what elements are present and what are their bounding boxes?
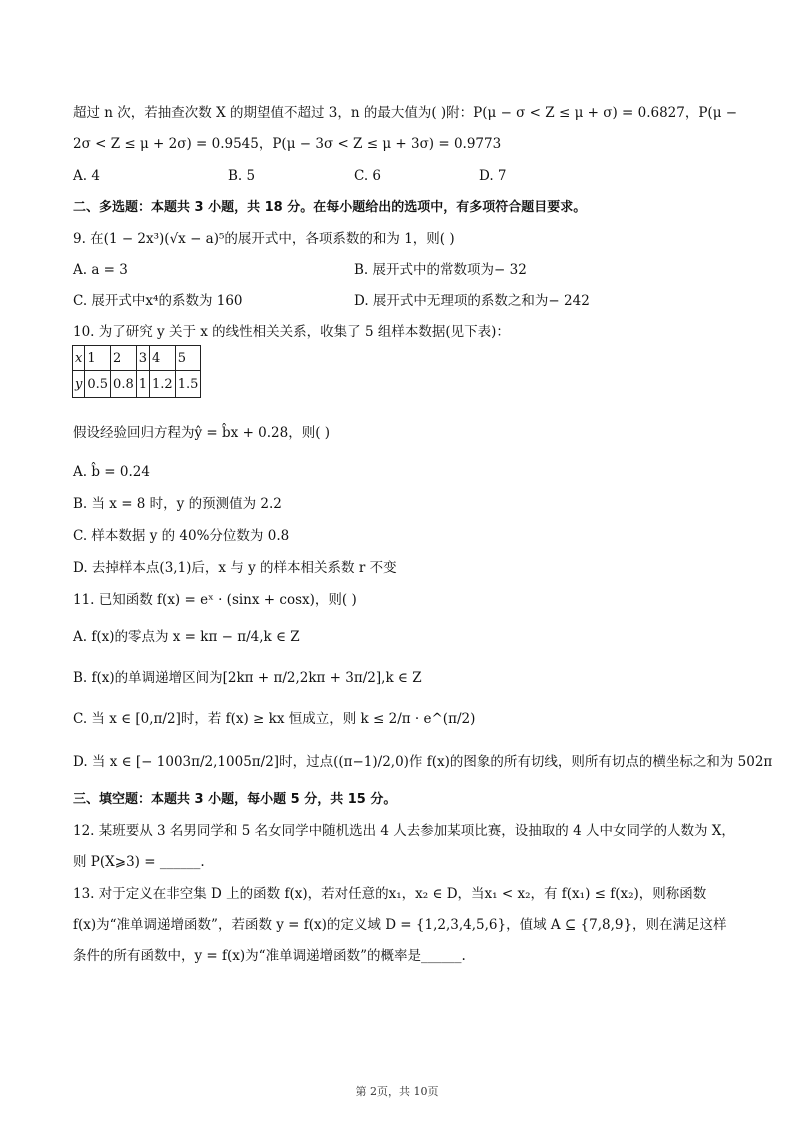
- q9-option-a: A. a = 3: [73, 262, 128, 278]
- q12-line-2: 则 P(X⩾3) = ______.: [73, 854, 205, 870]
- q8-line-2: 2σ < Z ≤ μ + 2σ) = 0.9545，P(μ − 3σ < Z ≤ μ + 3σ) = 0.9773: [73, 136, 502, 152]
- table-cell: 5: [175, 346, 201, 371]
- table-cell: x: [73, 346, 85, 371]
- q10-option-b: B. 当 x = 8 时，y 的预测值为 2.2: [73, 496, 282, 512]
- q9-option-c: C. 展开式中x⁴的系数为 160: [73, 293, 243, 309]
- q10-option-d: D. 去掉样本点(3,1)后，x 与 y 的样本相关系数 r 不变: [73, 560, 397, 576]
- q9-option-d: D. 展开式中无理项的系数之和为− 242: [354, 293, 590, 309]
- table-cell: 4: [150, 346, 176, 371]
- table-cell: 0.8: [111, 371, 137, 398]
- q9-option-b: B. 展开式中的常数项为− 32: [354, 262, 527, 278]
- q11-option-a: A. f(x)的零点为 x = kπ − π/4,k ∈ Z: [73, 629, 300, 645]
- q13-line-3: 条件的所有函数中，y = f(x)为“准单调递增函数”的概率是______.: [73, 948, 466, 964]
- q10-stem: 10. 为了研究 y 关于 x 的线性相关关系，收集了 5 组样本数据(见下表)：: [73, 324, 510, 340]
- q13-line-1: 13. 对于定义在非空集 D 上的函数 f(x)，若对任意的x₁，x₂ ∈ D，当x₁ < x₂，有 f(x₁) ≤ f(x₂)，则称函数: [73, 886, 707, 902]
- section-2-heading: 二、多选题：本题共 3 小题，共 18 分。在每小题给出的选项中，有多项符合题目要求。: [73, 200, 587, 215]
- q10-option-c: C. 样本数据 y 的 40%分位数为 0.8: [73, 528, 290, 544]
- table-cell: 2: [111, 346, 137, 371]
- q8-option-c: C. 6: [354, 168, 382, 184]
- q11-stem: 11. 已知函数 f(x) = eˣ · (sinx + cosx)，则( ): [73, 592, 357, 608]
- q11-option-b: B. f(x)的单调递增区间为[2kπ + π/2,2kπ + 3π/2],k ∈ Z: [73, 670, 422, 686]
- table-cell: 1: [136, 371, 149, 398]
- q9-stem: 9. 在(1 − 2x³)(√x − a)⁵的展开式中，各项系数的和为 1，则( ): [73, 231, 455, 247]
- table-cell: 1.5: [175, 371, 201, 398]
- table-cell: 1.2: [150, 371, 176, 398]
- table-row: [73, 371, 201, 398]
- table-cell: 0.5: [85, 371, 111, 398]
- q12-line-1: 12. 某班要从 3 名男同学和 5 名女同学中随机选出 4 人去参加某项比赛，设抽取的 4 人中女同学的人数为 X，: [73, 823, 735, 839]
- q13-line-2: f(x)为“准单调递增函数”，若函数 y = f(x)的定义域 D = {1,2,3,4,5,6}，值域 A ⊆ {7,8,9}，则在满足这样: [73, 917, 727, 933]
- q11-option-c: C. 当 x ∈ [0,π/2]时，若 f(x) ≥ kx 恒成立，则 k ≤ 2/π · e^(π/2): [73, 711, 476, 727]
- q10-data-table: [72, 345, 201, 398]
- q8-option-d: D. 7: [479, 168, 507, 184]
- section-3-heading: 三、填空题：本题共 3 小题，每小题 5 分，共 15 分。: [73, 792, 397, 807]
- table-cell: 1: [85, 346, 111, 371]
- q10-continuation: 假设经验回归方程为ŷ = b̂x + 0.28，则( ): [73, 425, 331, 441]
- q8-line-1: 超过 n 次，若抽查次数 X 的期望值不超过 3，n 的最大值为( )附：P(μ − σ < Z ≤ μ + σ) = 0.6827，P(μ −: [73, 105, 738, 121]
- q10-option-a: A. b̂ = 0.24: [73, 464, 150, 480]
- table-cell: 3: [136, 346, 149, 371]
- q8-option-b: B. 5: [228, 168, 256, 184]
- q8-option-a: A. 4: [73, 168, 100, 184]
- page-footer: 第 2页，共 10页: [355, 1085, 439, 1098]
- table-cell: y: [73, 371, 85, 398]
- q11-option-d: D. 当 x ∈ [− 1003π/2,1005π/2]时，过点((π−1)/2,0)作 f(x)的图象的所有切线，则所有切点的横坐标之和为 502π: [73, 754, 773, 770]
- table-row: [73, 346, 201, 371]
